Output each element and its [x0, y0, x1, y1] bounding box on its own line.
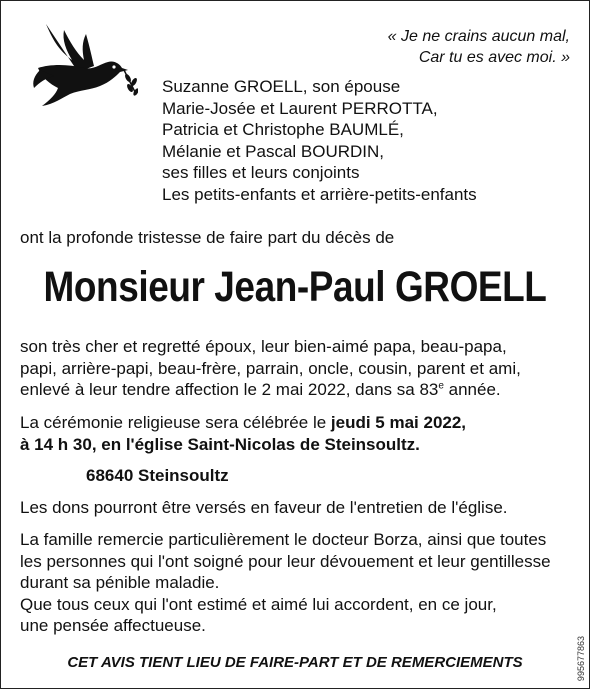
thanks-line: Que tous ceux qui l'ont estimé et aimé lui accordent, en ce jour, [20, 594, 497, 614]
description-line [20, 379, 575, 401]
family-member: Les petits-enfants et arrière-petits-enfants [162, 184, 477, 204]
thanks-paragraph [20, 529, 575, 637]
ordinal-superscript: e [438, 380, 444, 392]
dove-icon [28, 20, 138, 110]
ceremony-time-place: à 14 h 30, en l'église Saint-Nicolas de Steinsoultz. [20, 434, 420, 454]
description-paragraph [20, 336, 575, 401]
epigraph-quote [388, 26, 570, 68]
description-line: son très cher et regretté époux, leur bien-aimé papa, beau-papa, [20, 337, 507, 356]
thanks-line: durant sa pénible maladie. [20, 573, 220, 592]
description-text: année. [443, 380, 501, 399]
reference-number: 995677863 [576, 635, 586, 681]
thanks-line: La famille remercie particulièrement le docteur Borza, ainsi que toutes [20, 530, 547, 549]
donations-paragraph [20, 497, 575, 519]
ceremony-line [20, 434, 575, 456]
donations-line: Les dons pourront être versés en faveur de l'entretien de l'église. [20, 498, 508, 517]
family-member: Patricia et Christophe BAUMLÉ, [162, 120, 404, 139]
family-member: Suzanne GROELL, son épouse [162, 77, 401, 96]
announcement-intro: ont la profonde tristesse de faire part du décès de [20, 228, 395, 247]
ceremony-date: jeudi 5 mai 2022, [330, 413, 467, 432]
family-member: Mélanie et Pascal BOURDIN, [162, 141, 385, 161]
ceremony-line [20, 412, 575, 434]
description-line: papi, arrière-papi, beau-frère, parrain, oncle, cousin, parent et ami, [20, 358, 521, 378]
thanks-line: les personnes qui l'ont soigné pour leur dévouement et leur gentillesse [20, 551, 551, 571]
footer-notice: CET AVIS TIENT LIEU DE FAIRE-PART ET DE REMERCIEMENTS [67, 654, 523, 671]
quote-line: « Je ne crains aucun mal, [387, 28, 570, 45]
ceremony-paragraph [20, 412, 575, 455]
ceremony-city: 68640 Steinsoultz [86, 466, 229, 485]
description-text: enlevé à leur tendre affection le 2 mai 2022, dans sa 83 [20, 380, 439, 399]
deceased-name: Monsieur Jean-Paul GROELL [43, 263, 547, 311]
family-member: Marie-Josée et Laurent PERROTTA, [162, 98, 438, 118]
family-member: ses filles et leurs conjoints [162, 163, 360, 182]
quote-line: Car tu es avec moi. » [418, 49, 570, 66]
thanks-line: une pensée affectueuse. [20, 616, 206, 635]
ceremony-text: La cérémonie religieuse sera célébrée le [20, 413, 331, 432]
family-list [162, 76, 477, 205]
